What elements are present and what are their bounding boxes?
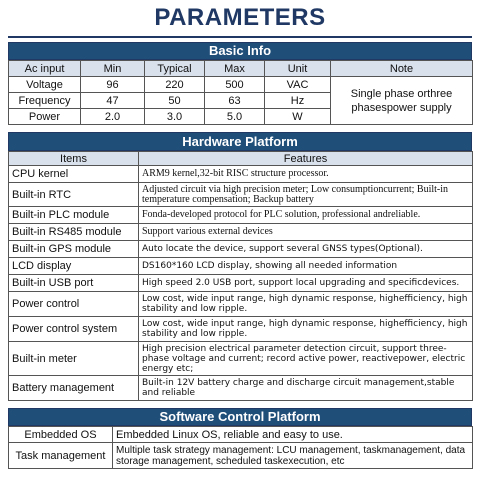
table-row — [9, 275, 473, 292]
cell-min: 47 — [81, 93, 145, 109]
item-cell: Embedded OS — [9, 427, 113, 443]
col-unit: Unit — [265, 61, 331, 77]
col-note: Note — [331, 61, 473, 77]
basic-info-header-row — [9, 61, 473, 77]
software-table — [8, 426, 473, 469]
feature-cell: Support various external devices — [139, 224, 473, 241]
item-cell: LCD display — [9, 258, 139, 275]
feature-cell: Low cost, wide input range, high dynamic response, highefficiency, high stability and low ripple. — [139, 292, 473, 317]
table-row — [9, 207, 473, 224]
feature-cell: Auto locate the device, support several GNSS types(Optional). — [139, 241, 473, 258]
cell-typical: 3.0 — [145, 109, 205, 125]
feature-cell: ARM9 kernel,32-bit RISC structure processor. — [139, 166, 473, 183]
cell-typical: 50 — [145, 93, 205, 109]
table-row — [9, 241, 473, 258]
feature-cell: Low cost, wide input range, high dynamic response, highefficiency, high stability and low ripple. — [139, 317, 473, 342]
row-label: Voltage — [9, 77, 81, 93]
item-cell: Built-in USB port — [9, 275, 139, 292]
table-row — [9, 376, 473, 401]
row-label: Power — [9, 109, 81, 125]
table-row — [9, 443, 473, 469]
feature-cell: High speed 2.0 USB port, support local upgrading and specificdevices. — [139, 275, 473, 292]
feature-cell: Built-in 12V battery charge and discharge circuit management,stable and reliable — [139, 376, 473, 401]
col-typical: Typical — [145, 61, 205, 77]
cell-max: 63 — [205, 93, 265, 109]
item-cell: Built-in meter — [9, 342, 139, 376]
table-row — [9, 77, 473, 93]
table-row — [9, 258, 473, 275]
feature-cell: Fonda-developed protocol for PLC solution, professional andreliable. — [139, 207, 473, 224]
feature-cell: DS160*160 LCD display, showing all needed information — [139, 258, 473, 275]
cell-max: 5.0 — [205, 109, 265, 125]
page-title: PARAMETERS — [154, 4, 326, 31]
table-row — [9, 224, 473, 241]
basic-info-table — [8, 60, 473, 125]
table-row — [9, 292, 473, 317]
hardware-platform-header: Hardware Platform — [8, 132, 472, 151]
item-cell: Battery management — [9, 376, 139, 401]
table-row — [9, 183, 473, 207]
title-underline — [8, 36, 472, 38]
cell-unit: W — [265, 109, 331, 125]
row-label: Frequency — [9, 93, 81, 109]
col-min: Min — [81, 61, 145, 77]
item-cell: Built-in PLC module — [9, 207, 139, 224]
cell-unit: Hz — [265, 93, 331, 109]
hardware-header-row — [9, 152, 473, 166]
cell-min: 2.0 — [81, 109, 145, 125]
col-ac-input: Ac input — [9, 61, 81, 77]
hardware-table — [8, 151, 473, 401]
item-cell: Task management — [9, 443, 113, 469]
cell-typical: 220 — [145, 77, 205, 93]
basic-info-header: Basic Info — [8, 42, 472, 60]
feature-cell: High precision electrical parameter detection circuit, support three-phase voltage and current; record active power, reactivepower, electric energy etc; — [139, 342, 473, 376]
cell-min: 96 — [81, 77, 145, 93]
item-cell: Built-in RS485 module — [9, 224, 139, 241]
item-cell: CPU kernel — [9, 166, 139, 183]
col-features: Features — [139, 152, 473, 166]
feature-cell: Adjusted circuit via high precision meter; Low consumptioncurrent; Built-in temperature compensation; Backup battery — [139, 183, 473, 207]
note-cell: Single phase orthree phasespower supply — [331, 77, 473, 125]
col-items: Items — [9, 152, 139, 166]
cell-unit: VAC — [265, 77, 331, 93]
col-max: Max — [205, 61, 265, 77]
table-row — [9, 427, 473, 443]
table-row — [9, 342, 473, 376]
item-cell: Built-in RTC — [9, 183, 139, 207]
item-cell: Built-in GPS module — [9, 241, 139, 258]
cell-max: 500 — [205, 77, 265, 93]
item-cell: Power control system — [9, 317, 139, 342]
table-row — [9, 166, 473, 183]
software-platform-header: Software Control Platform — [8, 408, 472, 426]
table-row — [9, 317, 473, 342]
feature-cell: Multiple task strategy management: LCU management, taskmanagement, data storage management, scheduled taskexecution, etc — [113, 443, 473, 469]
item-cell: Power control — [9, 292, 139, 317]
feature-cell: Embedded Linux OS, reliable and easy to use. — [113, 427, 473, 443]
